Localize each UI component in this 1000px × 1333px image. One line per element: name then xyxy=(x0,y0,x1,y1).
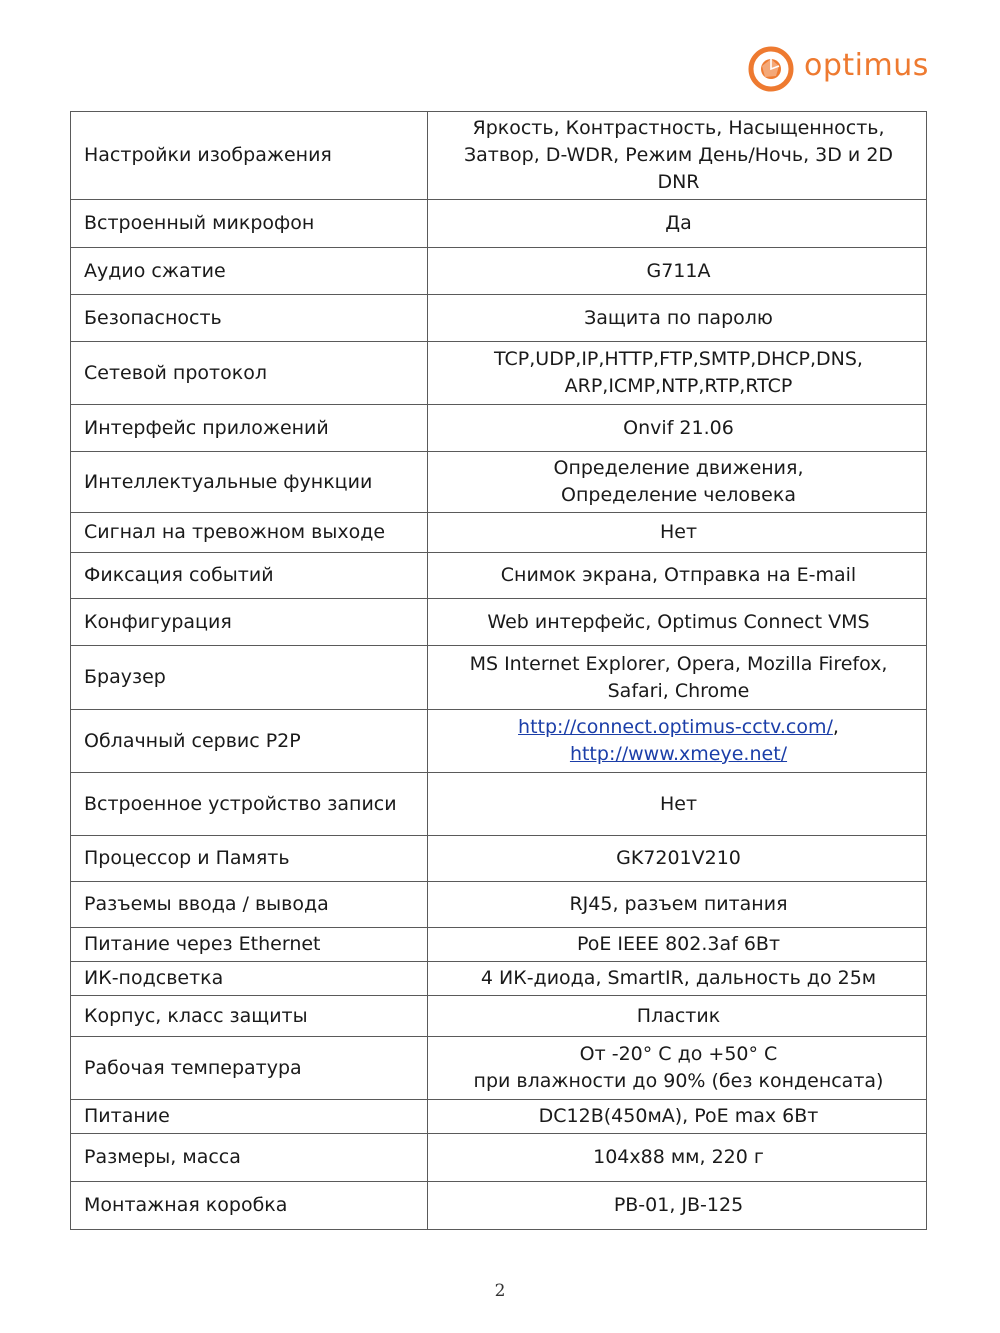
table-row xyxy=(71,513,927,553)
spec-value: Нет xyxy=(428,513,927,553)
spec-value xyxy=(428,710,927,773)
spec-value: Пластик xyxy=(428,996,927,1037)
spec-value xyxy=(428,1037,927,1100)
spec-value xyxy=(428,646,927,710)
spec-label: Аудио сжатие xyxy=(71,248,428,295)
table-row xyxy=(71,962,927,996)
p2p-link-line xyxy=(441,714,916,741)
spec-value xyxy=(428,452,927,513)
spec-label: Сетевой протокол xyxy=(71,342,428,405)
spec-value-line: Определение человека xyxy=(561,484,796,506)
spec-value: PB-01, JB-125 xyxy=(428,1182,927,1230)
table-row xyxy=(71,295,927,342)
spec-value-line: ARP,ICMP,NTP,RTP,RTCP xyxy=(564,375,793,397)
p2p-link-optimus[interactable]: http://connect.optimus-cctv.com/ xyxy=(518,716,833,738)
spec-label: Интеллектуальные функции xyxy=(71,452,428,513)
spec-label: Размеры, масса xyxy=(71,1134,428,1182)
table-row xyxy=(71,200,927,248)
logo-text: optimus xyxy=(804,48,929,83)
table-row xyxy=(71,928,927,962)
spec-value: 104x88 мм, 220 г xyxy=(428,1134,927,1182)
spec-value: Onvif 21.06 xyxy=(428,405,927,452)
spec-value: Web интерфейс, Optimus Connect VMS xyxy=(428,599,927,646)
spec-value-line: Яркость, Контрастность, Насыщенность, xyxy=(472,117,885,139)
spec-value: Защита по паролю xyxy=(428,295,927,342)
spec-value: RJ45, разъем питания xyxy=(428,882,927,928)
spec-label: Питание xyxy=(71,1100,428,1134)
table-row xyxy=(71,1100,927,1134)
spec-label: Конфигурация xyxy=(71,599,428,646)
spec-value: DC12В(450мА), PoE max 6Вт xyxy=(428,1100,927,1134)
spec-value: Снимок экрана, Отправка на E-mail xyxy=(428,553,927,599)
table-row xyxy=(71,882,927,928)
spec-label: Браузер xyxy=(71,646,428,710)
spec-label: Процессор и Память xyxy=(71,836,428,882)
link-separator: , xyxy=(832,716,839,738)
spec-value: G711A xyxy=(428,248,927,295)
spec-label: Разъемы ввода / вывода xyxy=(71,882,428,928)
spec-label: Интерфейс приложений xyxy=(71,405,428,452)
spec-value xyxy=(428,112,927,200)
table-row xyxy=(71,405,927,452)
table-row xyxy=(71,553,927,599)
spec-label: Питание через Ethernet xyxy=(71,928,428,962)
table-row xyxy=(71,599,927,646)
spec-label: Встроенный микрофон xyxy=(71,200,428,248)
spec-value-line: Определение движения, xyxy=(553,457,804,479)
table-row xyxy=(71,1182,927,1230)
table-row xyxy=(71,112,927,200)
spec-value xyxy=(428,342,927,405)
table-row xyxy=(71,1134,927,1182)
table-row xyxy=(71,646,927,710)
spec-value-line: TCP,UDP,IP,HTTP,FTP,SMTP,DHCP,DNS, xyxy=(494,348,863,370)
spec-label: Корпус, класс защиты xyxy=(71,996,428,1037)
table-row xyxy=(71,248,927,295)
spec-value: Да xyxy=(428,200,927,248)
table-row xyxy=(71,773,927,836)
spec-value-line: MS Internet Explorer, Opera, Mozilla Firefox, xyxy=(469,652,888,675)
spec-label: Фиксация событий xyxy=(71,553,428,599)
spec-label: Облачный сервис P2P xyxy=(71,710,428,773)
spec-label: Рабочая температура xyxy=(71,1037,428,1100)
specifications-table xyxy=(70,111,927,1230)
table-row xyxy=(71,836,927,882)
table-row xyxy=(71,710,927,773)
spec-label: Встроенное устройство записи xyxy=(71,773,428,836)
spec-value-line: Safari, Chrome xyxy=(607,679,750,702)
table-row xyxy=(71,342,927,405)
spec-value: 4 ИК-диода, SmartIR, дальность до 25м xyxy=(428,962,927,996)
p2p-link-line xyxy=(441,741,916,768)
p2p-link-xmeye[interactable]: http://www.xmeye.net/ xyxy=(569,743,788,765)
spec-label: Монтажная коробка xyxy=(71,1182,428,1230)
spec-value-line: Затвор, D-WDR, Режим День/Ночь, 3D и 2D DNR xyxy=(463,144,894,193)
spec-value: GK7201V210 xyxy=(428,836,927,882)
spec-value: Нет xyxy=(428,773,927,836)
table-row xyxy=(71,996,927,1037)
table-row xyxy=(71,452,927,513)
spec-label: Настройки изображения xyxy=(71,112,428,200)
page-number: 2 xyxy=(494,1281,506,1301)
optimus-logo xyxy=(748,44,929,94)
table-row xyxy=(71,1037,927,1100)
spec-label: Безопасность xyxy=(71,295,428,342)
spec-value-line: От -20° С до +50° С xyxy=(579,1043,778,1065)
spec-value-line: при влажности до 90% (без конденсата) xyxy=(473,1070,884,1092)
spec-label: Сигнал на тревожном выходе xyxy=(71,513,428,553)
spec-label: ИК-подсветка xyxy=(71,962,428,996)
aperture-icon xyxy=(748,46,794,92)
spec-value: PoE IEEE 802.3af 6Вт xyxy=(428,928,927,962)
